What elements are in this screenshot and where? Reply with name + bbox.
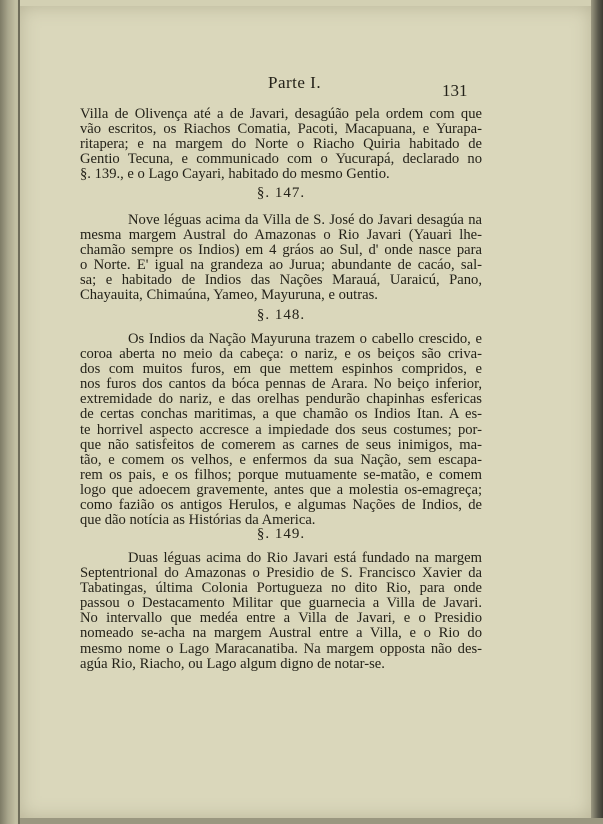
text-line: te horrivel aspecto accresce a impiedade dos seus costumes; por- bbox=[80, 421, 482, 438]
text-line: mesma margem Austral do Amazonas o Rio Javari (Yauari lhe- bbox=[80, 227, 482, 244]
text-line: Tabatingas, última Colonia Portugueza no dito Rio, para onde bbox=[80, 580, 482, 597]
section-heading-148: §. 148. bbox=[256, 307, 306, 323]
text-line: Chayauita, Chimaúna, Yameo, Mayuruna, e outras. bbox=[80, 287, 378, 304]
text-line: que não satisfeitos de comerem as carnes de seus inimigos, ma- bbox=[80, 436, 482, 453]
page-header bbox=[80, 73, 482, 100]
text-line: Gentio Tecuna, e communicado com o Yucurapá, declarado no bbox=[80, 151, 482, 168]
page-number: 131 bbox=[442, 81, 468, 100]
paragraph-continuation bbox=[80, 107, 482, 182]
paragraph-148 bbox=[80, 332, 482, 528]
paragraph-149 bbox=[80, 551, 482, 672]
text-line: dos com muitos furos, em que mettem espinhos compridos, e bbox=[80, 361, 482, 378]
text-line: extremidade do nariz, e das orelhas pendurão chapinhas esfericas bbox=[80, 391, 482, 408]
paragraph-147 bbox=[80, 213, 482, 304]
text-line: rem os pais, e os filhos; porque mutuamente se-matão, e comem bbox=[80, 466, 482, 483]
text-line: o Norte. E' igual na grandeza ao Jurua; abundante de cacáo, sal- bbox=[80, 257, 482, 274]
section-heading-149: §. 149. bbox=[256, 526, 306, 542]
text-line: como fazião os antigos Herulos, e algumas Nações de Indios, de bbox=[80, 497, 482, 514]
section-heading-147: §. 147. bbox=[256, 185, 306, 201]
text-line: logo que adoecem gravemente, antes que a molestia os-emagreça; bbox=[80, 481, 482, 498]
text-line: nomeado se-acha na margem Austral entre a Villa, e o Rio do bbox=[80, 625, 482, 642]
text-line: mesmo nome o Lago Maracanatiba. Na margem opposta não des- bbox=[80, 640, 482, 657]
text-line: que dão notícia as Histórias da America. bbox=[80, 512, 316, 529]
adjacent-page-edge bbox=[0, 0, 20, 824]
text-line: §. 139., e o Lago Cayari, habitado do mesmo Gentio. bbox=[80, 166, 390, 183]
text-line: No intervallo que medéa entre a Villa de Javari, e o Presidio bbox=[80, 610, 482, 627]
running-head: Parte I. bbox=[268, 73, 322, 92]
text-line: agúa Rio, Riacho, ou Lago algum digno de notar-se. bbox=[80, 655, 385, 672]
text-line: Nove léguas acima da Villa de S. José do Javari desagúa na bbox=[128, 212, 482, 228]
text-line: Villa de Olivença até a de Javari, desagúão pela ordem com que bbox=[80, 106, 482, 122]
text-line: passou o Destacamento Militar que guarnecia a Villa de Javari. bbox=[80, 595, 482, 612]
text-line: tão, e comem os velhos, e enfermos da sua Nação, sem escapa- bbox=[80, 451, 482, 468]
text-line: chamão sempre os Indios) em 4 gráos ao Sul, d' onde nasce para bbox=[80, 242, 482, 259]
text-line: Septentrional do Amazonas o Presidio de S. Francisco Xavier da bbox=[80, 565, 482, 582]
page-bottom-edge bbox=[20, 818, 603, 824]
text-line: nos furos dos cantos da bóca pennas de Arara. No beiço inferior, bbox=[80, 376, 482, 393]
book-page bbox=[20, 6, 591, 818]
text-line: ritapera; e na margem do Norte o Riacho Quiria habitado de bbox=[80, 136, 482, 153]
text-line: Duas léguas acima do Rio Javari está fundado na margem bbox=[128, 550, 482, 566]
page-binding-edge bbox=[591, 0, 603, 824]
text-line: de certas conchas maritimas, a que chamão os Indios Itan. A es- bbox=[80, 406, 482, 423]
text-line: Os Indios da Nação Mayuruna trazem o cabello crescido, e bbox=[128, 331, 482, 347]
text-line: sa; e habitado de Indios das Nações Marauá, Uaraicú, Pano, bbox=[80, 272, 482, 289]
text-line: vão escritos, os Riachos Comatia, Pacoti, Macapuana, e Yurapa- bbox=[80, 121, 482, 138]
text-line: coroa aberta no meio da cabeça: o nariz, e os beiços são criva- bbox=[80, 346, 482, 363]
